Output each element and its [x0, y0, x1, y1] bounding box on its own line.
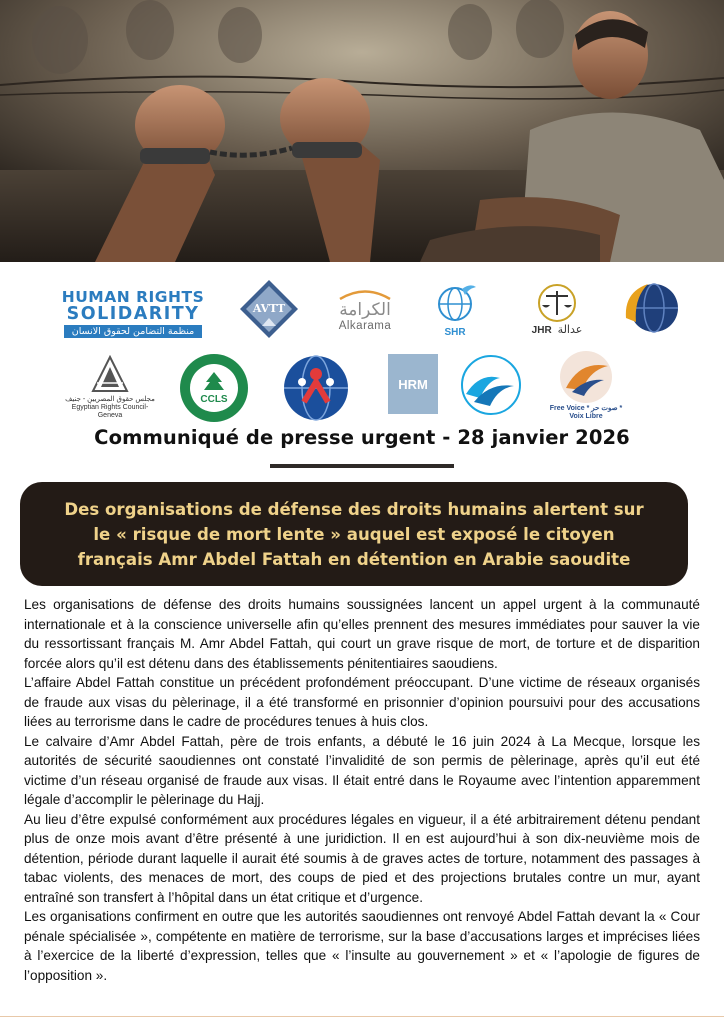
- hrm-box: [388, 354, 438, 414]
- erc-arabic: مجلس حقوق المصريين - جنيف: [65, 395, 155, 403]
- hrm-label: HRM: [398, 376, 428, 392]
- paragraph-4: Au lieu d’être expulsé conformément aux procédures légales en vigueur, il a été arbitrairement détenu pendant plus de onze mois avant d’être présenté à une juridiction. Il en est aujourd’hui à son dix-neuvième mois de détention, période durant laquelle il aurait été soumis à de graves actes de torture, notamment des passages à tabac violents, des menaces de mort, des coups de pied et des projections brutales contre un mur, ayant entraîné son transfert à l’hôpital dans un état critique et d’urgence.: [24, 811, 700, 905]
- hrm-logo: [386, 352, 440, 416]
- erc-emblem-icon: [91, 355, 129, 395]
- banner-line-3: français Amr Abdel Fattah en détention en Arabie saoudite: [77, 549, 631, 569]
- logo-hrs-line1: HUMAN RIGHTS: [61, 287, 205, 306]
- paragraph-2: L’affaire Abdel Fattah constitue un précédent profondément préoccupant. D’une victime de réseaux organisés de fraude aux visas du pèlerinage, il a été transformé en prisonnier d’opinion poursuivi pour des accusations liées au terrorisme dans le cadre de procédures tenues à huis clos.: [24, 675, 700, 729]
- logo-hrs-arabic: منظمة التضامن لحقوق الانسان: [64, 325, 202, 338]
- page-title: Communiqué de presse urgent - 28 janvier 2026: [94, 426, 630, 449]
- alkarama-label: Alkarama: [338, 320, 392, 332]
- hero-image: [0, 0, 724, 262]
- erc-caption: Egyptian Rights Council-Geneva: [71, 404, 149, 419]
- free-voice-logo: [548, 348, 624, 422]
- headline-banner: [20, 482, 688, 586]
- jhr-scales-icon: [536, 283, 578, 323]
- people-globe-logo: [278, 350, 354, 426]
- logo-hrs-line2: SOLIDARITY: [66, 303, 200, 324]
- human-rights-solidarity-logo: [50, 284, 216, 342]
- alkarama-arc-icon: [335, 288, 395, 300]
- shr-logo: [428, 276, 482, 342]
- globe-organization-logo: [620, 276, 684, 340]
- article-body: [24, 595, 700, 985]
- egyptian-rights-council-logo: [60, 354, 160, 420]
- free-voice-bird-icon: [556, 350, 616, 404]
- banner-line-1: Des organisations de défense des droits humains alertent sur: [64, 499, 644, 519]
- shr-globe-icon: [432, 281, 478, 327]
- footer-rule: [0, 1016, 724, 1017]
- shr-label: SHR: [444, 326, 466, 338]
- ccls-ring-icon: [178, 352, 250, 424]
- blue-wave-icon: [460, 354, 522, 416]
- paragraph-3: Le calvaire d’Amr Abdel Fattah, père de trois enfants, a débuté le 16 juin 2024 à La Mecque, lorsque les autorités de sécurité saoudiennes ont constaté l’invalidité de son permis de pèlerinage, après qu’il eut été victime d’un réseau organisé de fraude aux visas. Il était entré dans le Royaume avec l’intention apparemment légale d’accomplir le pèlerinage du Hajj.: [24, 733, 700, 807]
- hero-illustration: [0, 0, 724, 262]
- people-globe-icon: [280, 352, 352, 424]
- partner-logos: [0, 262, 724, 422]
- alkarama-arabic: الكرامة: [339, 300, 391, 320]
- paragraph-5: Les organisations confirment en outre que les autorités saoudiennes ont renvoyé Abdel Fattah devant la « Cour pénale spécialisée », compétente en matière de terrorisme, sur la base d’accusations larges et imprécises liées à l’exercice de la liberté d’expression, telles que « l’insulte au gouvernement » et « l’apologie de figures de l’opposition ».: [24, 909, 700, 983]
- ccls-label: CCLS: [200, 394, 228, 405]
- cedar-centre-legal-studies-logo: [176, 350, 252, 426]
- globe-hands-icon: [622, 278, 682, 338]
- free-voice-caption: Free Voice * صوت حر * Voix Libre: [549, 405, 623, 420]
- avtt-logo: [236, 276, 302, 342]
- blue-wave-logo: [458, 350, 524, 420]
- jhr-logo: [522, 274, 592, 344]
- avtt-label: AVTT: [252, 302, 286, 315]
- banner-text: [29, 497, 679, 572]
- jhr-label: JHR: [531, 324, 552, 336]
- jhr-arabic: عدالة: [557, 322, 583, 336]
- title-divider: [270, 464, 454, 468]
- paragraph-1: Les organisations de défense des droits humains soussignées lancent un appel urgent à la communauté internationale et à la conscience universelle afin qu’elles prennent des mesures immédiates pour sauver la vie du ressortissant français M. Amr Abdel Fattah, qui court un grave risque de mort, de torture et de disparition forcée alors qu’il est détenu dans des établissements pénitentiaires saoudiens.: [24, 597, 700, 671]
- alkarama-logo: [326, 278, 404, 342]
- banner-line-2: le « risque de mort lente » auquel est exposé le citoyen: [93, 524, 615, 544]
